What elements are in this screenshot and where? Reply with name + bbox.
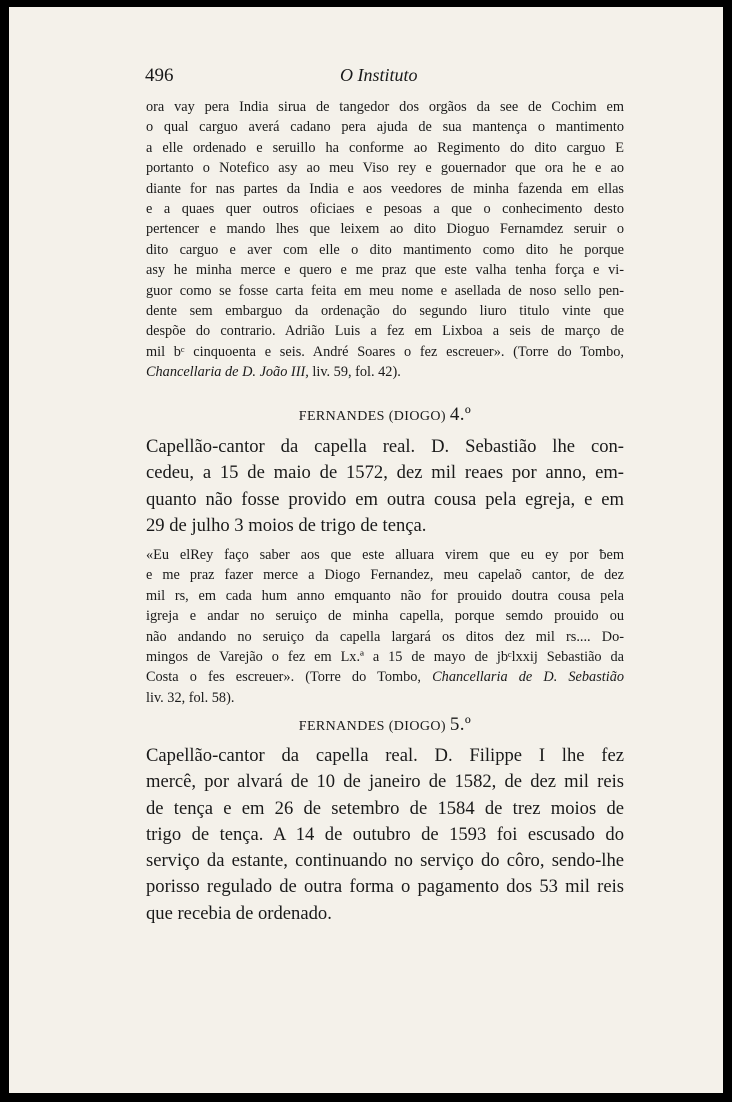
entry-body [146,434,624,539]
entry-heading [146,714,624,736]
citation-title: Chancellaria de D. Sebastião [432,669,624,686]
text-line: não andando no seruiço da capella largará os ditos dez mil rs.... Do- [146,628,624,645]
text-line: quanto não fosse provido em outra cousa pela egreja, e em [146,488,624,510]
text-line: ora vay pera India sirua de tangedor dos orgãos da see de Cochim em [146,99,624,115]
text-line: Capellão-cantor da capella real. D. Sebastião lhe con- [146,436,624,457]
citation-title: Chancellaria de D. João III, [146,364,309,381]
entry-heading [146,404,624,426]
entry-name: FERNANDES (DIOGO) [298,719,446,734]
text-line: cedeu, a 15 de maio de 1572, dez mil reaes por anno, em- [146,462,624,484]
text-line [146,362,624,382]
text-line: mil bᶜ cinquoenta e seis. André Soares o fez escreuer». (Torre do Tombo, [146,343,624,360]
document-quote-1 [146,97,624,382]
page-number: 496 [145,65,174,86]
text-line: mingos de Varejão o fez em Lx.ª a 15 de mayo de jbᶜlxxij Sebastião da [146,648,624,665]
text-line: Capellão-cantor da capella real. D. Filippe I lhe fez [146,745,624,766]
text-line: despõe do contrario. Adrião Luis a fez em Lixboa a seis de março de [146,323,624,340]
text-line: e me praz fazer merce a Diogo Fernandez, meu capelaõ cantor, de dez [146,567,624,584]
book-page [9,7,723,1093]
text-line: dente sem embarguo da ordenação do segundo liuro titulo vinte que [146,302,624,319]
text-line: mercê, por alvará de 10 de janeiro de 1582, de dez mil reis [146,771,624,793]
text-line: asy he minha merce e quero e me praz que este valha tenha força e vi- [146,262,624,279]
entry-ordinal: 5.º [449,714,472,735]
text-line: porisso regulado de outra forma o pagamento dos 53 mil reis [146,876,624,898]
citation-prefix: Costa o fes escreuer». (Torre do Tombo, [146,669,433,686]
text-line: igreja e andar no seruiço de minha capella, porque semdo prouido ou [146,608,624,625]
text-line: liv. 32, fol. 58). [146,689,235,706]
citation-rest: liv. 59, fol. 42). [308,364,401,381]
text-line: mil rs, em cada hum anno emquanto não for prouido doutra cousa pela [146,587,624,604]
text-line: serviço da estante, continuando no serviço do côro, sendo-lhe [146,850,624,872]
running-title: O Instituto [340,65,418,85]
text-line: a elle ordenado e seruillo ha conforme ao Regimento do dito carguo E [146,139,624,156]
entry-name: FERNANDES (DIOGO) [298,409,446,424]
text-line: portanto o Notefico asy ao meu Viso rey e gouernador que ora he e ao [146,160,624,177]
text-line: 29 de julho 3 moios de trigo de tença. [146,514,427,536]
entry-ordinal: 4.º [449,404,472,425]
document-quote-2 [146,545,624,708]
running-header [145,65,625,95]
text-line: dito carguo e aver com elle o dito mantimento como dito he porque [146,241,624,258]
text-line: trigo de tença. A 14 de outubro de 1593 foi escusado do [146,823,624,845]
text-line: pertencer e mando lhes que leixem ao dito Dioguo Fernamdez seruir o [146,221,624,238]
text-line: e a quaes quer outros oficiaes e pesoas a que o conhecimento desto [146,200,624,217]
text-line: que recebia de ordenado. [146,902,332,924]
text-line: diante for nas partes da India e aos veedores de minha fazenda em ellas [146,180,624,197]
text-line: de tença e em 26 de setembro de 1584 de trez moios de [146,797,624,819]
text-line: guor como se fosse carta feita em meu nome e asellada de noso sello pen- [146,282,624,299]
text-line: «Eu elRey faço saber aos que este alluara virem que eu ey por ƀem [146,547,624,563]
text-line: o qual carguo averá cadano pera ajuda de sua mantença o mantimento [146,119,624,136]
text-line [146,667,624,687]
entry-body [146,743,624,927]
